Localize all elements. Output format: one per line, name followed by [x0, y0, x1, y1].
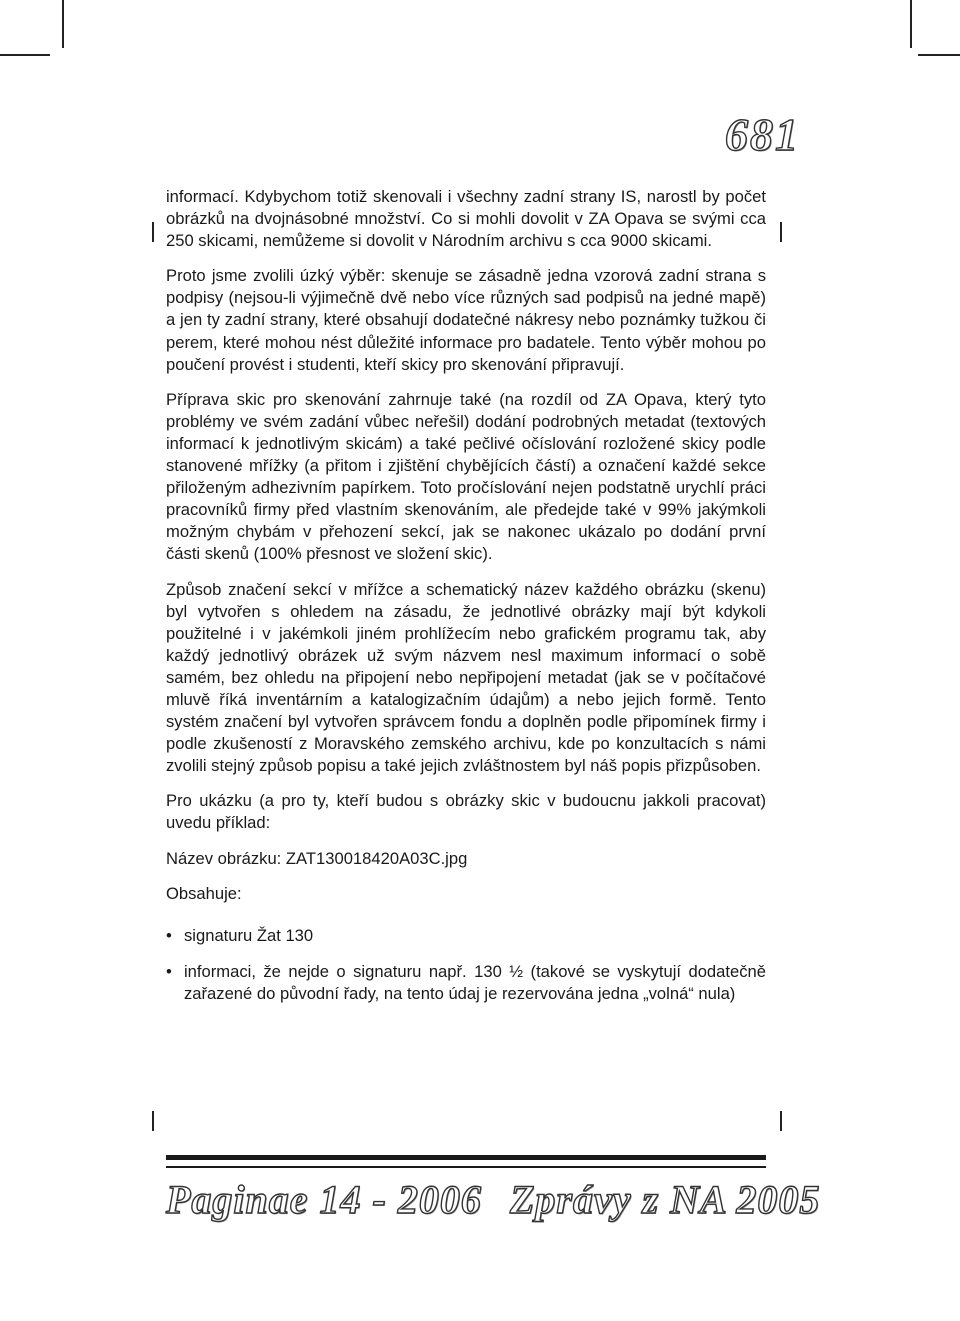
- page-number: 681: [725, 109, 800, 160]
- list-item: [166, 961, 766, 1005]
- contains-label: Obsahuje:: [166, 883, 242, 903]
- paragraph: Proto jsme zvolili úzký výběr: skenuje se zásadně jedna vzorová zadní strana s podpisy (nejsou-li výjimečně dvě nebo více různých sad podpisů na jedné mapě) a jen ty zadní strany, které obsahují dodatečné nákresy nebo poznámky tužkou či perem, které mohou nést důležité informace pro badatele. Tento výběr mohou po poučení provést i studenti, kteří skicy pro skenování připravují.: [166, 266, 766, 374]
- bullet-icon: •: [166, 961, 172, 981]
- crop-mark: [152, 222, 154, 242]
- bullet-icon: •: [166, 925, 172, 945]
- crop-mark: [62, 0, 64, 48]
- footer-rule: [166, 1155, 766, 1160]
- section-title: Zprávy z NA 2005: [510, 1177, 821, 1222]
- list-item: [166, 925, 766, 947]
- crop-mark: [780, 1111, 782, 1131]
- paragraph: informací. Kdybychom totiž skenovali i všechny zadní strany IS, narostl by počet obrázků na dvojnásobné množství. Co si mohli dovolit v ZA Opava se svými cca 250 skicami, nemůžeme si dovolit v Národním archivu s cca 9000 skicami.: [166, 187, 766, 251]
- article-body: [166, 186, 766, 1019]
- list-item-text: informaci, že nejde o signaturu např. 130 ½ (takové se vyskytují dodatečně zařazené do původní řady, na tento údaj je rezervována jedna „volná“ nula): [184, 961, 766, 1003]
- crop-mark: [0, 54, 50, 56]
- list-item-text: signaturu Žat 130: [184, 925, 314, 945]
- crop-mark: [780, 222, 782, 242]
- footer-rule: [166, 1166, 766, 1168]
- bullet-list: [166, 925, 766, 1005]
- crop-mark: [918, 54, 960, 56]
- crop-mark: [152, 1111, 154, 1131]
- paragraph: Způsob značení sekcí v mřížce a schematický název každého obrázku (skenu) byl vytvořen s ohledem na zásadu, že jednotlivé obrázky mají být kdykoli použitelné i v jakémkoli jiném prohlížecím nebo grafickém programu tak, aby každý jednotlivý obrázek už svým názvem nesl maximum informací o sobě samém, bez ohledu na připojení nebo nepřipojení metadat (jak se v počítačové mluvě říká inventárním a katalogizačním údajům) a nebo jejich formě. Tento systém značení byl vytvořen správcem fondu a doplněn podle připomínek firmy i podle zkušeností z Moravského zemského archivu, kde po konzultacích s námi zvolili stejný způsob popisu a také jejich zvláštnostem byl náš popis přizpůsoben.: [166, 579, 766, 776]
- example-filename: Název obrázku: ZAT130018420A03C.jpg: [166, 848, 468, 868]
- journal-title: Paginae 14 - 2006: [166, 1177, 482, 1222]
- crop-mark: [910, 0, 912, 48]
- paragraph: Příprava skic pro skenování zahrnuje také (na rozdíl od ZA Opava, který tyto problémy ve svém zadání vůbec neřešil) dodání podrobných metadat (textových informací k jednotlivým skicám) a také pečlivé očíslování rozložené skicy podle stanovené mřížky (a přitom i zjištění chybějících částí) a označení každé sekce přiloženým adhezivním papírkem. Toto pročíslování nejen podstatně urychlí práci pracovníků firmy před vlastním skenováním, ale předejde také v 99% jakýmkoli možným chybám v přehození sekcí, jak se nakonec ukázalo po dodání první části skenů (100% přesnost ve složení skic).: [166, 389, 766, 564]
- paragraph: Pro ukázku (a pro ty, kteří budou s obrázky skic v budoucnu jakkoli pracovat) uvedu příklad:: [166, 791, 766, 833]
